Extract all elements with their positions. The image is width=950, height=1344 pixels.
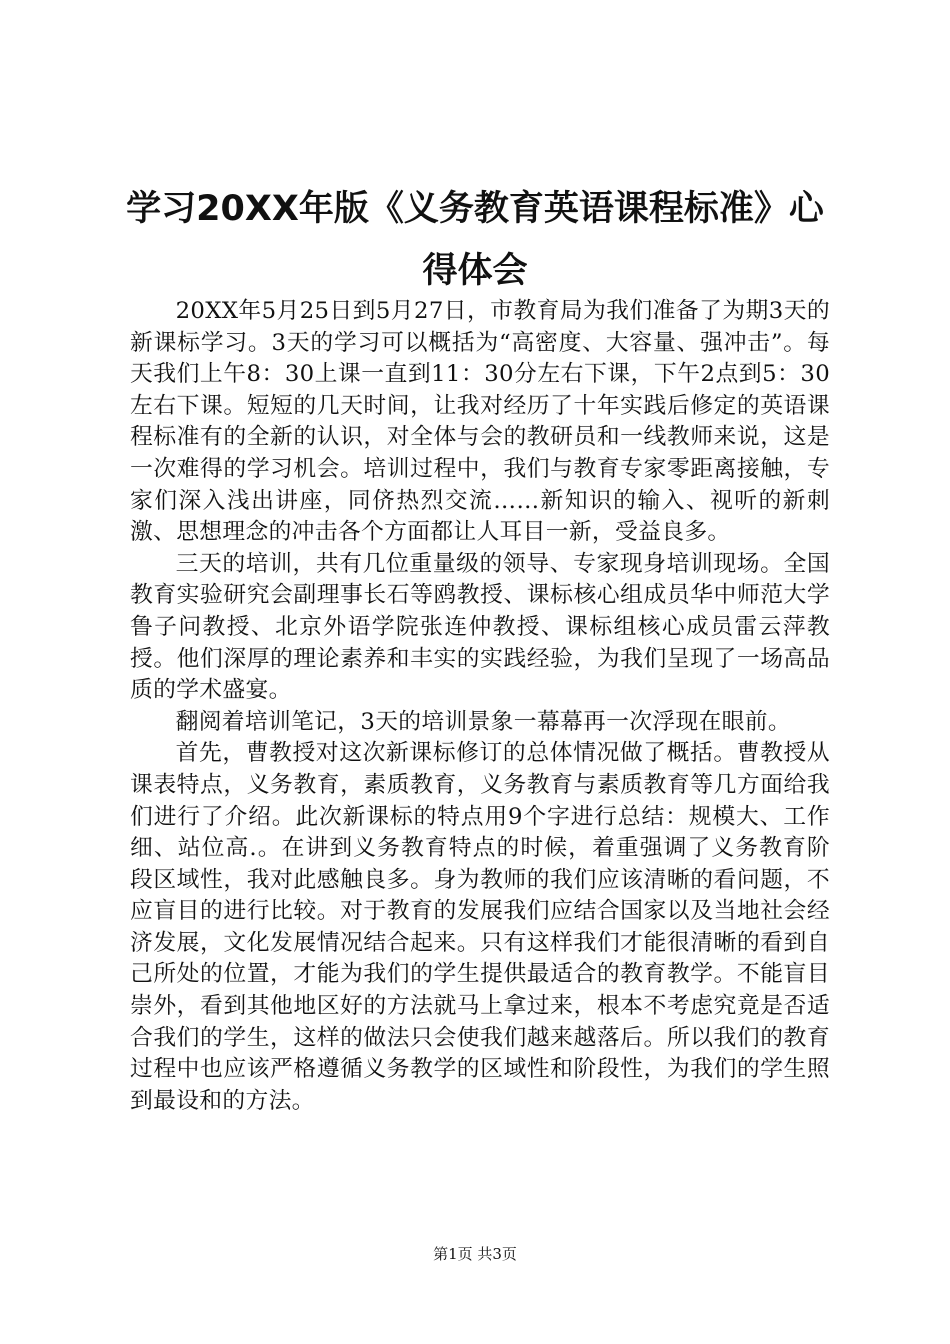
paragraph: 翻阅着培训笔记，3天的培训景象一幕幕再一次浮现在眼前。 bbox=[175, 708, 791, 735]
paragraph: 首先，曹教授对这次新课标修订的总体情况做了概括。曹教授从课表特点，义务教育，素质教育，义务教育与素质教育等几方面给我们进行了介绍。此次新课标的特点用9个字进行总结：规模大、工作细、站位高.。在讲到义务教育特点的时候，着重强调了义务教育阶段区域性，我对此感触良多。身为教师的我们应该清晰的看问题，不应盲目的进行比较。对于教育的发展我们应结合国家以及当地社会经济发展，文化发展情况结合起来。只有这样我们才能很清晰的看到自己所处的位置，才能为我们的学生提供最适合的教育教学。不能盲目崇外，看到其他地区好的方法就马上拿过来，根本不考虑究竟是否适合我们的学生，这样的做法只会使我们越来越落后。所以我们的教育过程中也应该严格遵循义务教学的区域性和阶段性，为我们的学生照到最设和的方法。 bbox=[130, 740, 830, 1114]
paragraph: 三天的培训，共有几位重量级的领导、专家现身培训现场。全国教育实验研究会副理事长石等鸥教授、课标核心组成员华中师范大学鲁子问教授、北京外语学院张连仲教授、课标组核心成员雷云萍教授。他们深厚的理论素养和丰实的实践经验，为我们呈现了一场高品质的学术盛宴。 bbox=[130, 550, 830, 704]
page-number: 第1页 共3页 bbox=[433, 1245, 517, 1263]
paragraph: 20XX年5月25日到5月27日，市教育局为我们准备了为期3天的新课标学习。3天的学习可以概括为“高密度、大容量、强冲击”。每天我们上午8：30上课一直到11：30分左右下课，下午2点到5：30左右下课。短短的几天时间，让我对经历了十年实践后修定的英语课程标准有的全新的认识，对全体与会的教研员和一线教师来说，这是一次难得的学习机会。培训过程中，我们与教育专家零距离接触，专家们深入浅出讲座，同侪热烈交流……新知识的输入、视听的新刺激、思想理念的冲击各个方面都让人耳目一新，受益良多。 bbox=[130, 298, 830, 546]
document-body bbox=[130, 296, 830, 1117]
document-title: 学习20XX年版《义务教育英语课程标准》心得体会 bbox=[126, 189, 824, 291]
